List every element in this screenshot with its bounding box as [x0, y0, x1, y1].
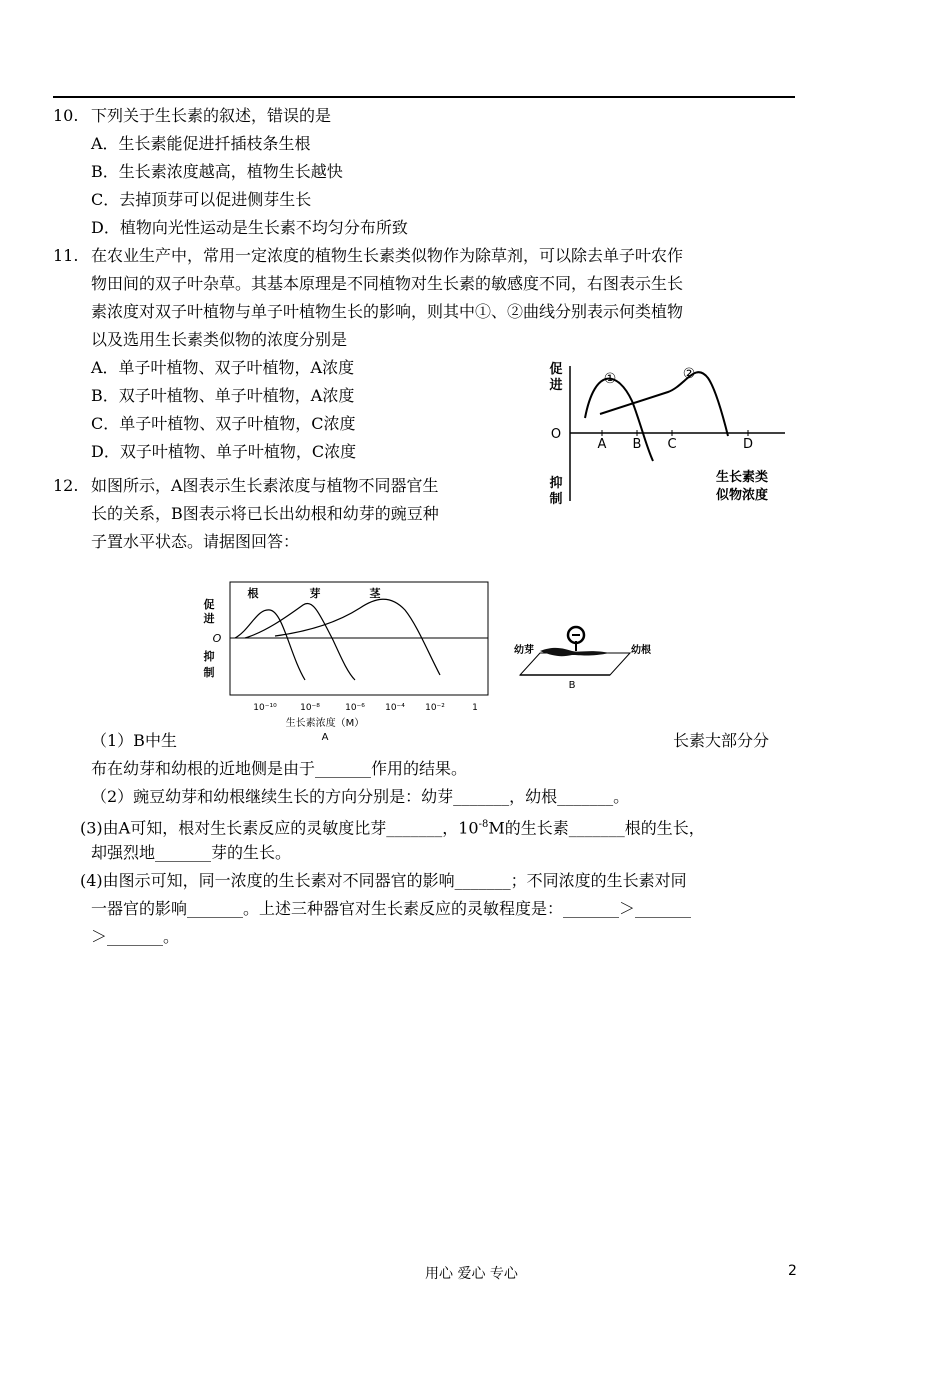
q12-sub2: （2）豌豆幼芽和幼根继续生长的方向分别是：幼芽_______，幼根_______。: [91, 787, 630, 806]
q11-curve-label-1: ①: [603, 371, 617, 387]
q12-a-y-bottom-1: 抑: [203, 650, 215, 663]
q12-sub3-line2: 却强烈地_______芽的生长。: [91, 843, 292, 862]
q12-b-caption: B: [568, 680, 576, 690]
q12-a-tick-label-4: 10⁻²: [425, 703, 445, 713]
q11-tick-label-A: A: [597, 437, 607, 452]
q12-stem-line-1: 如图所示，A图表示生长素浓度与植物不同器官生: [91, 476, 439, 495]
q10-option-d: D．植物向光性运动是生长素不均匀分布所致: [91, 218, 408, 237]
q12-sub3-sup: -8: [478, 819, 489, 830]
q11-tick-label-D: D: [742, 437, 754, 452]
page-number: 2: [788, 1263, 797, 1279]
q11-stem-line-1: 在农业生产中，常用一定浓度的植物生长素类似物作为除草剂，可以除去单子叶农作: [91, 246, 684, 265]
q11-option-b: B．双子叶植物、单子叶植物，A浓度: [91, 386, 355, 405]
q11-stem-line-2: 物田间的双子叶杂草。其基本原理是不同植物对生长素的敏感度不同，右图表示生长: [91, 274, 684, 293]
q12-stem-line-2: 长的关系，B图表示将已长出幼根和幼芽的豌豆种: [91, 504, 439, 523]
q12-b-left-label: 幼芽: [514, 645, 534, 656]
q12-a-y-top-2: 进: [203, 612, 215, 625]
q11-curve-1: [585, 379, 653, 461]
q10-stem: 下列关于生长素的叙述，错误的是: [91, 106, 332, 125]
q12-stem-line-3: 子置水平状态。请据图回答：: [91, 532, 300, 551]
q12-a-tick-label-0: 10⁻¹⁰: [253, 703, 277, 713]
q11-x-label-2: 似物浓度: [715, 488, 769, 503]
q11-number: 11.: [53, 246, 79, 265]
q12-b-right-label: 幼根: [631, 645, 651, 656]
q12-a-label-stem: 茎: [369, 587, 381, 600]
q12-sub1-line2: 布在幼芽和幼根的近地侧是由于_______作用的结果。: [91, 759, 468, 778]
q10-option-b: B．生长素浓度越高，植物生长越快: [91, 162, 343, 181]
q12-figure-b: [510, 615, 660, 690]
q11-option-a: A．单子叶植物、双子叶植物，A浓度: [91, 358, 355, 377]
q11-tick-label-B: B: [632, 437, 642, 452]
q12-a-origin: O: [212, 632, 222, 645]
q12-a-y-bottom-2: 制: [203, 666, 215, 679]
q11-x-label-1: 生长素类: [715, 470, 769, 485]
q11-y-bottom-1: 抑: [549, 476, 563, 491]
q12-sub3-line1: [80, 815, 705, 838]
q11-option-d: D．双子叶植物、单子叶植物，C浓度: [91, 442, 357, 461]
q12-a-caption: A: [321, 732, 329, 743]
q12-sub1-right: 长素大部分分: [673, 731, 770, 750]
q12-a-y-top-1: 促: [203, 598, 215, 611]
q11-curve-label-2: ②: [682, 366, 696, 382]
q11-figure: [540, 356, 800, 516]
header-rule: [53, 96, 795, 98]
q12-a-stem-curve: [275, 599, 440, 675]
q11-y-top-2: 进: [549, 378, 563, 393]
q10-option-a: A．生长素能促进扦插枝条生根: [91, 134, 311, 153]
q12-sub3-part-a: (3)由A可知，根对生长素反应的灵敏度比芽_______，10: [80, 818, 479, 838]
q12-a-bud-curve: [245, 603, 355, 680]
q11-tick-label-C: C: [667, 437, 677, 452]
q10-option-c: C．去掉顶芽可以促进侧芽生长: [91, 190, 312, 209]
q11-stem-line-3: 素浓度对双子叶植物与单子叶植物生长的影响，则其中①、②曲线分别表示何类植物: [91, 302, 684, 321]
q12-a-tick-label-5: 1: [472, 703, 478, 713]
q12-sub4-line2: 一器官的影响_______。上述三种器官对生长素反应的灵敏程度是：_______＞_______: [91, 899, 692, 918]
q11-y-bottom-2: 制: [549, 492, 563, 507]
q12-a-root-curve: [235, 610, 305, 680]
q10-number: 10.: [53, 106, 79, 125]
q12-sub3-part-b: M的生长素_______根的生长，: [488, 818, 705, 838]
q12-sub4-line1: (4)由图示可知，同一浓度的生长素对不同器官的影响_______；不同浓度的生长素对同: [80, 871, 687, 890]
q11-stem-line-4: 以及选用生长素类似物的浓度分别是: [91, 330, 348, 349]
q12-sub4-line3: ＞_______。: [91, 927, 180, 946]
q12-a-label-root: 根: [247, 587, 259, 600]
q12-a-tick-label-3: 10⁻⁴: [385, 703, 405, 713]
q12-sub1-left: （1）B中生: [91, 731, 177, 750]
q12-a-tick-label-2: 10⁻⁶: [345, 703, 365, 713]
q12-a-label-bud: 芽: [309, 587, 321, 600]
q12-number: 12.: [53, 476, 79, 495]
q12-b-plate: [520, 653, 630, 675]
footer-motto: 用心 爱心 专心: [425, 1266, 518, 1282]
q12-figure-a: [195, 580, 495, 745]
q12-a-tick-label-1: 10⁻⁸: [300, 703, 320, 713]
q12-a-x-label: 生长素浓度（M）: [285, 718, 365, 729]
q11-y-top-1: 促: [549, 362, 563, 377]
q11-origin-label: O: [550, 427, 562, 442]
q11-option-c: C．单子叶植物、双子叶植物，C浓度: [91, 414, 356, 433]
